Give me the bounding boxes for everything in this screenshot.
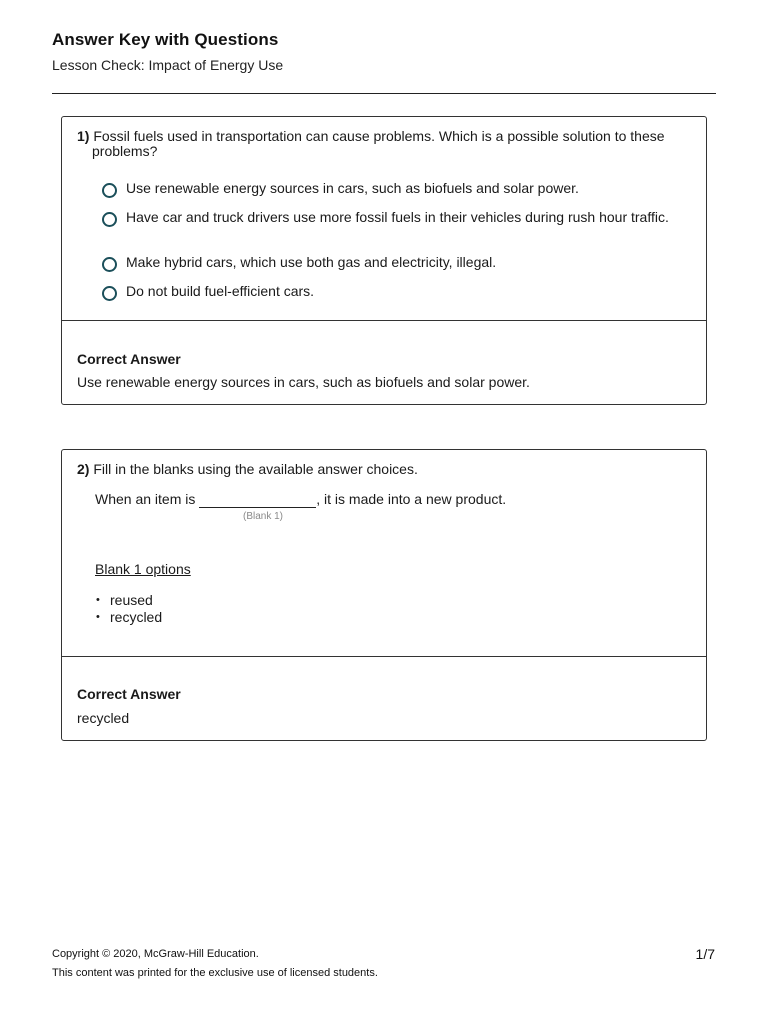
question-1-option-3[interactable] [102,255,676,272]
correct-answer-text: recycled [77,710,130,726]
sentence-after: , it is made into a new product. [316,491,507,507]
document-subtitle: Lesson Check: Impact of Energy Use [52,57,284,73]
correct-answer-text: Use renewable energy sources in cars, such as biofuels and solar power. [77,374,530,390]
list-item: • reused [95,592,162,609]
option-label: Do not build fuel-efficient cars. [126,283,315,299]
question-1-prompt [77,129,678,159]
blank-1-field[interactable] [199,492,316,508]
sentence-before: When an item is [95,491,200,507]
option-label: Make hybrid cars, which use both gas and electricity, illegal. [126,254,497,270]
question-card-1 [61,116,707,405]
card-divider [62,656,706,657]
question-2-number: 2) [77,461,90,477]
question-2-prompt [77,462,678,477]
blank-options-list [95,592,162,626]
question-1-option-4[interactable] [102,284,676,301]
radio-button-icon[interactable] [102,212,117,227]
list-item: • recycled [95,609,162,626]
blank-options-title: Blank 1 options [95,561,191,577]
question-2-text: Fill in the blanks using the available answer choices. [93,461,418,477]
option-label: Have car and truck drivers use more fossil fuels in their vehicles during rush hour traffic. [126,209,669,225]
card-divider [62,320,706,321]
radio-button-icon[interactable] [102,286,117,301]
question-1-number: 1) [77,128,90,144]
radio-button-icon[interactable] [102,257,117,272]
header-divider [52,93,716,94]
correct-answer-label: Correct Answer [77,686,181,702]
question-1-text: Fossil fuels used in transportation can cause problems. Which is a possible solution to these problems? [92,128,665,159]
question-card-2 [61,449,707,741]
fill-in-sentence [95,491,506,508]
correct-answer-label: Correct Answer [77,351,181,367]
footer-copyright: Copyright © 2020, McGraw-Hill Education. [52,948,259,960]
blank-1-caption: (Blank 1) [243,511,284,522]
radio-button-icon[interactable] [102,183,117,198]
document-title: Answer Key with Questions [52,30,279,49]
question-1-option-2[interactable] [102,210,676,227]
footer-license-note: This content was printed for the exclusive use of licensed students. [52,967,378,979]
option-label: Use renewable energy sources in cars, such as biofuels and solar power. [126,180,579,196]
page-number: 1/7 [695,946,715,962]
question-1-option-1[interactable] [102,181,676,198]
document-header [52,30,716,73]
